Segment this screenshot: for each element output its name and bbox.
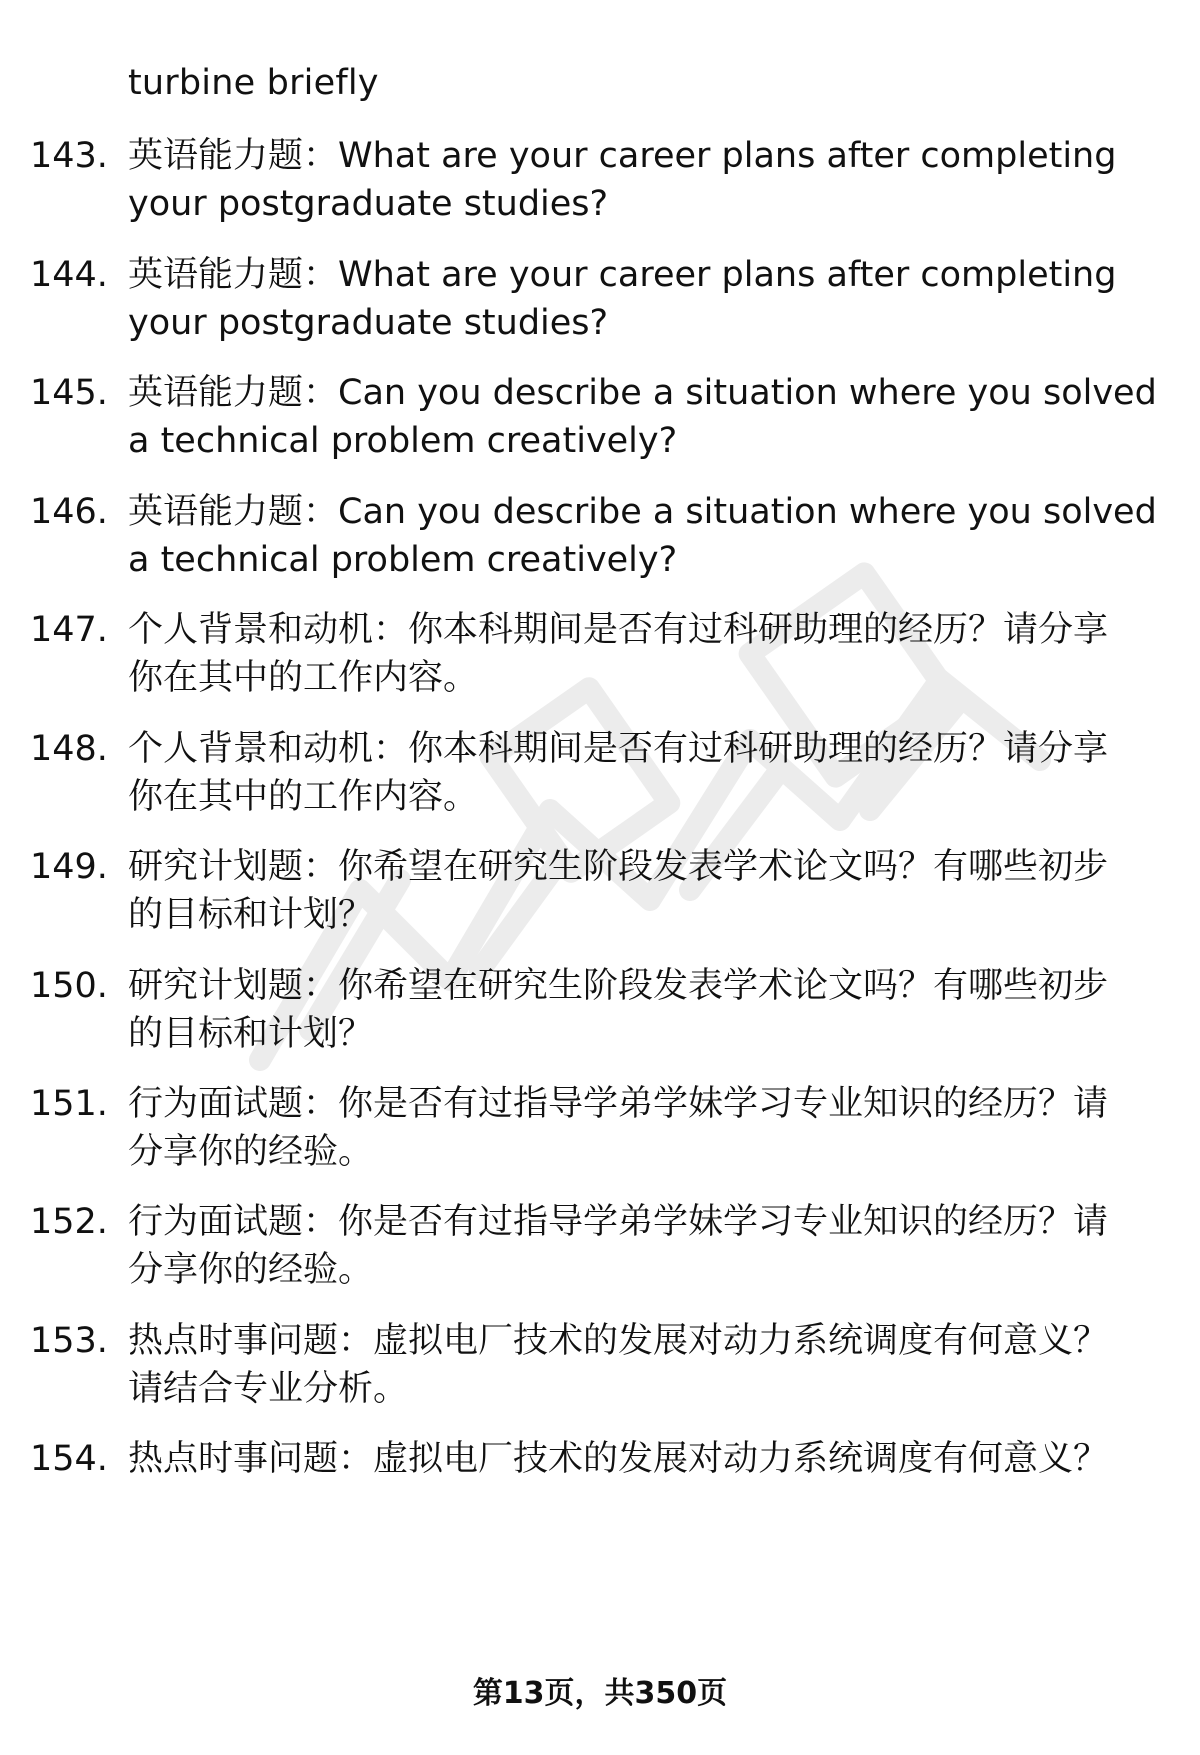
question-text-line2: your postgraduate studies? [128, 184, 609, 224]
question-text-line1: 英语能力题：What are your career plans after completing [128, 136, 1117, 176]
question-text-line1: 行为面试题：你是否有过指导学弟学妹学习专业知识的经历？请 [128, 1202, 1109, 1242]
page-number-footer: 第13页，共350页 [472, 1676, 728, 1711]
question-number: 151. [30, 1084, 108, 1124]
question-text-line2: 你在其中的工作内容。 [128, 777, 479, 817]
question-number: 144. [30, 255, 108, 295]
question-text-line2: 的目标和计划？ [128, 1014, 374, 1054]
question-number: 149. [30, 847, 108, 887]
question-number: 148. [30, 729, 108, 769]
question-number: 147. [30, 610, 108, 650]
question-text-line2: a technical problem creatively? [128, 540, 678, 580]
question-text-line1: 个人背景和动机：你本科期间是否有过科研助理的经历？请分享 [128, 729, 1109, 769]
question-text-line1: 热点时事问题：虚拟电厂技术的发展对动力系统调度有何意义？ [128, 1321, 1109, 1361]
question-number: 146. [30, 492, 108, 532]
question-text-line1: 英语能力题：What are your career plans after completing [128, 255, 1117, 295]
question-number: 145. [30, 373, 108, 413]
question-text-line1: 英语能力题：Can you describe a situation where you solved [128, 373, 1157, 413]
question-text-line1: 研究计划题：你希望在研究生阶段发表学术论文吗？有哪些初步 [128, 966, 1109, 1006]
question-number: 154. [30, 1439, 108, 1479]
question-text-line2: your postgraduate studies? [128, 303, 609, 343]
question-text-line2: a technical problem creatively? [128, 421, 678, 461]
question-text-line1: 研究计划题：你希望在研究生阶段发表学术论文吗？有哪些初步 [128, 847, 1109, 887]
question-text-line2: 分享你的经验。 [128, 1132, 374, 1172]
question-text-line2: 你在其中的工作内容。 [128, 658, 479, 698]
question-text-line1: 英语能力题：Can you describe a situation where you solved [128, 492, 1157, 532]
question-number: 153. [30, 1321, 108, 1361]
question-text-line1: 行为面试题：你是否有过指导学弟学妹学习专业知识的经历？请 [128, 1084, 1109, 1124]
question-number: 150. [30, 966, 108, 1006]
question-text-line2: 的目标和计划？ [128, 895, 374, 935]
question-text-line1: 热点时事问题：虚拟电厂技术的发展对动力系统调度有何意义？ [128, 1439, 1109, 1479]
continuation-line: turbine briefly [128, 63, 379, 103]
question-text-line2: 分享你的经验。 [128, 1250, 374, 1290]
question-text-line1: 个人背景和动机：你本科期间是否有过科研助理的经历？请分享 [128, 610, 1109, 650]
question-number: 143. [30, 136, 108, 176]
question-number: 152. [30, 1202, 108, 1242]
question-text-line2: 请结合专业分析。 [128, 1369, 409, 1409]
